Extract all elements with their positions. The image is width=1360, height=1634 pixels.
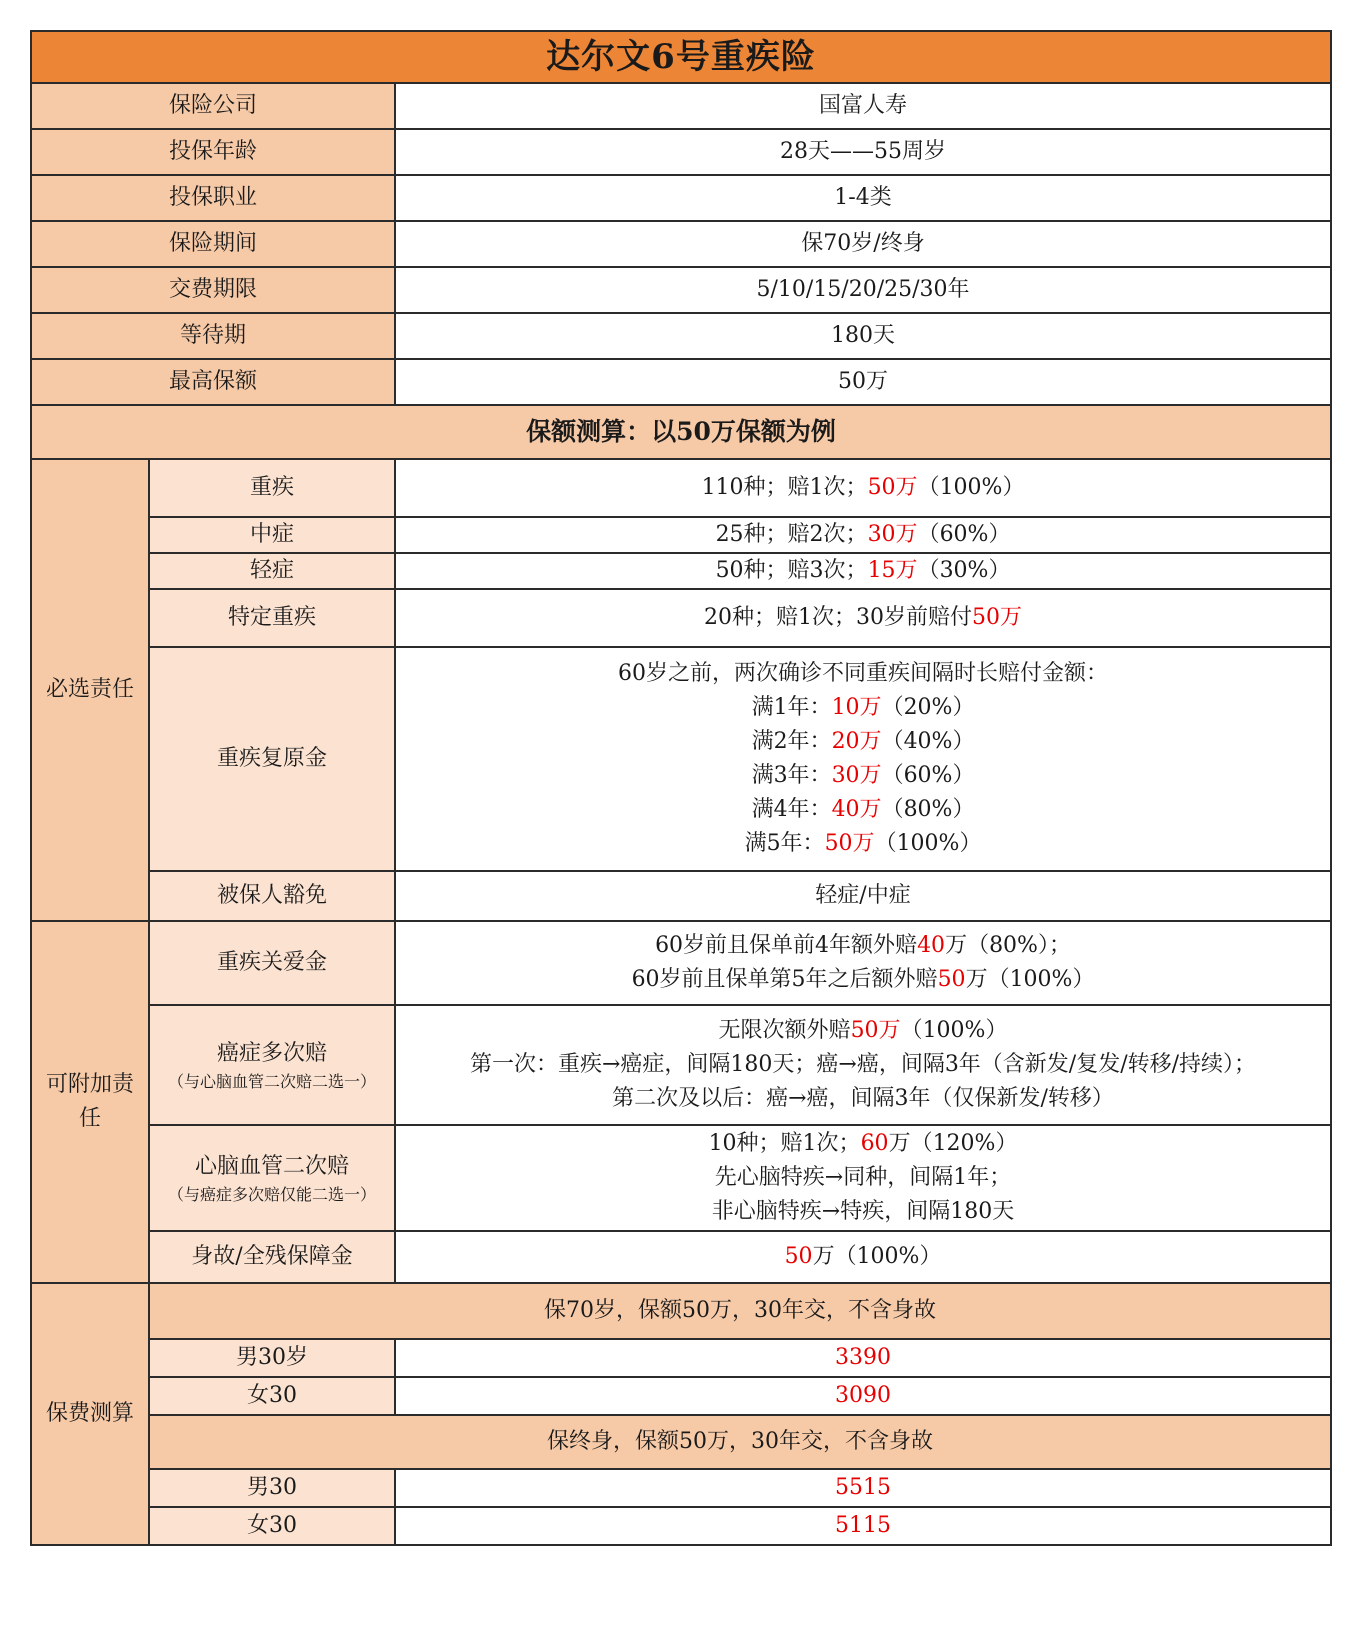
value-mild-illness: 50种；赔3次；15万（30%） <box>395 553 1331 589</box>
insurance-comparison-sheet <box>30 30 1330 1546</box>
plan1-row-label-male: 男30岁 <box>149 1339 395 1377</box>
plan2-row-value-female: 5115 <box>395 1507 1331 1545</box>
section-coverage-calc: 保额测算：以50万保额为例 <box>31 405 1331 459</box>
plan1-row-value-female: 3090 <box>395 1377 1331 1415</box>
plan1-header: 保70岁，保额50万，30年交，不含身故 <box>149 1283 1331 1339</box>
plan2-row-value-male: 5515 <box>395 1469 1331 1507</box>
label-age: 投保年龄 <box>31 129 395 175</box>
value-care-benefit: 60岁前且保单前4年额外赔40万（80%）； 60岁前且保单第5年之后额外赔50万（100%） <box>395 921 1331 1005</box>
label-waiting-period: 等待期 <box>31 313 395 359</box>
label-insurer: 保险公司 <box>31 83 395 129</box>
plan2-header: 保终身，保额50万，30年交，不含身故 <box>149 1415 1331 1469</box>
label-max-coverage: 最高保额 <box>31 359 395 405</box>
value-cardio-second: 10种；赔1次；60万（120%） 先心脑特疾→同种，间隔1年； 非心脑特疾→特疾，间隔180天 <box>395 1125 1331 1231</box>
label-term: 保险期间 <box>31 221 395 267</box>
label-recovery-benefit: 重疾复原金 <box>149 647 395 871</box>
value-cancer-multi: 无限次额外赔50万（100%） 第一次：重疾→癌症，间隔180天；癌→癌，间隔3年（含新发/复发/转移/持续）； 第二次及以后：癌→癌，间隔3年（仅保新发/转移） <box>395 1005 1331 1125</box>
label-critical-illness: 重疾 <box>149 459 395 517</box>
product-title: 达尔文6号重疾险 <box>31 31 1331 83</box>
group-required: 必选责任 <box>31 459 149 921</box>
value-death-benefit: 50万（100%） <box>395 1231 1331 1283</box>
value-insured-waiver: 轻症/中症 <box>395 871 1331 921</box>
cancer-multi-note: （与心脑血管二次赔二选一） <box>167 1072 376 1091</box>
value-payment-period: 5/10/15/20/25/30年 <box>395 267 1331 313</box>
label-mild-illness: 轻症 <box>149 553 395 589</box>
value-insurer: 国富人寿 <box>395 83 1331 129</box>
plan1-row-label-female: 女30 <box>149 1377 395 1415</box>
value-specific-critical: 20种；赔1次；30岁前赔付50万 <box>395 589 1331 647</box>
label-death-benefit: 身故/全残保障金 <box>149 1231 395 1283</box>
plan2-row-label-female: 女30 <box>149 1507 395 1545</box>
label-specific-critical: 特定重疾 <box>149 589 395 647</box>
value-term: 保70岁/终身 <box>395 221 1331 267</box>
label-insured-waiver: 被保人豁免 <box>149 871 395 921</box>
group-optional: 可附加责任 <box>31 921 149 1283</box>
value-waiting-period: 180天 <box>395 313 1331 359</box>
label-payment-period: 交费期限 <box>31 267 395 313</box>
value-moderate-illness: 25种；赔2次；30万（60%） <box>395 517 1331 553</box>
value-age: 28天——55周岁 <box>395 129 1331 175</box>
label-occupation: 投保职业 <box>31 175 395 221</box>
label-cardio-second: 心脑血管二次赔 （与癌症多次赔仅能二选一） <box>149 1125 395 1231</box>
value-critical-illness: 110种；赔1次；50万（100%） <box>395 459 1331 517</box>
cardio-second-note: （与癌症多次赔仅能二选一） <box>167 1185 376 1204</box>
value-occupation: 1-4类 <box>395 175 1331 221</box>
label-moderate-illness: 中症 <box>149 517 395 553</box>
label-cancer-multi: 癌症多次赔 （与心脑血管二次赔二选一） <box>149 1005 395 1125</box>
value-recovery-benefit: 60岁之前，两次确诊不同重疾间隔时长赔付金额： 满1年：10万（20%） 满2年：20万（40%） 满3年：30万（60%） 满4年：40万（80%） 满5年：50万（100%） <box>395 647 1331 871</box>
value-max-coverage: 50万 <box>395 359 1331 405</box>
group-premium: 保费测算 <box>31 1283 149 1545</box>
plan1-row-value-male: 3390 <box>395 1339 1331 1377</box>
label-care-benefit: 重疾关爱金 <box>149 921 395 1005</box>
plan2-row-label-male: 男30 <box>149 1469 395 1507</box>
product-table <box>30 30 1332 1546</box>
